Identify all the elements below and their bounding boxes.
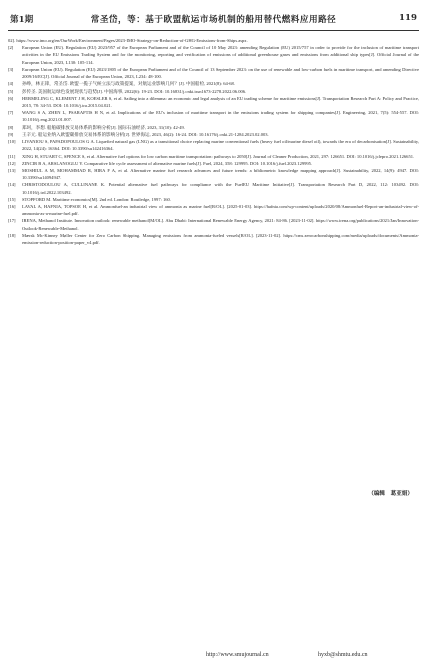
- reference-item: [8, 37, 419, 44]
- reference-text: LIVANIOU S, PAPADOPOULOS G A. Liquefied natural gas (LNG) as a transitional choice replacing marine conventional fuels (heavy fuel oil/marine diesel oil), towards the era of decarbonisation[J]. Sustainability, 2022, 14(24): 16364. DOI: 10.3390/su142416364.: [22, 139, 419, 152]
- reference-number: [18]: [8, 232, 16, 238]
- reference-text: IRENA, Methanol Institute. Innovation outlook: renewable methanol[M/OL]. Abu Dhabi: International Renewable Energy Agency, 2021: 84-86. [2023-11-02]. https://www.irena.org/publications/2021/Jan/Innovation-Outlook-Renewable-Methanol.: [22, 218, 419, 231]
- reference-item: [8, 153, 419, 160]
- journal-url: http://www.smujournal.cn: [206, 652, 269, 658]
- reference-text: Mærsk Mc-Kinney Møller Center for Zero Carbon Shipping. Managing emissions from ammonia-fueled vessels[R/OL]. [2023-11-02]. https://cms.zerocarbonshipping.com/media/uploads/documents/Ammonia-emission-reduction-position-paper_v4.pdf.: [22, 232, 419, 246]
- reference-item: [8, 138, 419, 152]
- reference-number: [17]: [8, 218, 16, 224]
- reference-item: [8, 131, 419, 138]
- reference-number: [13]: [8, 167, 16, 173]
- reference-number: [8]: [8, 124, 14, 130]
- page-number: 119: [399, 13, 417, 23]
- reference-number: [7]: [8, 110, 14, 116]
- reference-text: LAVAL A, HAFNIA, TOPSOE H, et al. Ammonfuel-an industrial view of ammonia as marine fuel[R/OL]. [2025-01-03]. https://hafnia.com/wp-content/uploads/2020/08/Ammonfuel-Report-an-industrial-view-of-ammonia-as-a-marine-fuel.pdf.: [22, 204, 419, 217]
- header-rule: [8, 30, 419, 31]
- reference-list: [8, 37, 419, 246]
- reference-number: [14]: [8, 182, 16, 188]
- reference-text: STOPFORD M. Maritime economics[M]. 2nd ed. London: Routledge, 1997: 160.: [22, 196, 171, 202]
- reference-number: [11]: [8, 153, 16, 159]
- reference-text: 孙峥，林正锋，常圣岱. 欧盟一揽子气候立法与政策提案，对航运业影响几何？[J]. 中国船检, 2021(8): 64-68.: [22, 81, 235, 87]
- reference-item: [8, 109, 419, 123]
- reference-text: WANG S A, ZHEN L, PSARAFTIS H N, et al. Implications of the EU's inclusion of maritime transport in the emissions trading system for shipping companies[J]. Engineering, 2021, 7(5): 554-557. DOI: 10.1016/j.eng.2021.01.007.: [22, 110, 419, 123]
- reference-item: [8, 196, 419, 203]
- journal-email: hyxb@shmtu.edu.cn: [318, 652, 368, 658]
- reference-text: European Union (EU). Regulation (EU) 2023/1805 of the European Parliament and of the Council of 13 September 2023: on the use of renewable and low-carbon fuels in maritime transport, and amending Directive 2009/16/EC[J]. Official Journal of the European Union, 2023, L234: 48-100.: [22, 66, 419, 80]
- running-title: 常圣岱，等：基于欧盟航运市场机制的船用替代燃料应用路径: [90, 15, 337, 25]
- reference-text: HERMELING C, KLEMENT J H, KOESLER S, et al. Sailing into a dilemma: an economic and legal analysis of an EU trading scheme for maritime emissions[J]. Transportation Research Part A: Policy and Practice, 2015, 78: 34-53. DOI: 10.1016/j.tra.2015.04.021.: [22, 95, 419, 108]
- reference-item: [8, 95, 419, 109]
- reference-number: [9]: [8, 131, 14, 137]
- reference-item: [8, 181, 419, 195]
- issue-label: 第1期: [10, 15, 34, 25]
- reference-item: [8, 203, 419, 217]
- reference-item: [8, 88, 419, 95]
- reference-number: [2]: [8, 45, 14, 51]
- reference-number: [4]: [8, 81, 14, 87]
- reference-text: 郑珂，李想. 船舶碳排放交易体系的影响分析[J]. 国际石油经济, 2023, 31(10): 42-49.: [22, 124, 185, 130]
- reference-number: [3]: [8, 66, 14, 72]
- reference-text: ZINCIR B A, ARSLANOGLU Y. Comparative life cycle assessment of alternative marine fuels[J]. Fuel, 2024, 358: 129995. DOI: 10.1016/j.fuel.2023.129995.: [22, 160, 313, 166]
- reference-text: MOSHIUL A M, MOHAMMAD R, HIRA F A, et al. Alternative marine fuel research advances and future trends: a bibliometric knowledge mapping approach[J]. Sustainability, 2022, 14(9): 4947. DOI: 10.3390/su14094947.: [22, 167, 419, 181]
- editor-note: （编辑 葛亚娟）: [368, 491, 413, 497]
- reference-number: [15]: [8, 196, 16, 202]
- reference-text: XING H, STUART C, SPENCE S, et al. Alternative fuel options for low carbon maritime transportation: pathways to 2050[J]. Journal of Cleaner Production, 2021, 297: 126651. DOI: 10.1016/j.jclepro.2021.126651.: [22, 153, 415, 159]
- reference-item: [8, 80, 419, 87]
- reference-text: CHRISTODOULOU A, CULLINANE K. Potential alternative fuel pathways for compliance with the FuelEU Maritime Initiative[J]. Transportation Research Part D, 2022, 112: 103492. DOI: 10.1016/j.trd.2022.103492.: [22, 182, 419, 195]
- reference-item: [8, 124, 419, 131]
- reference-number: [5]: [8, 88, 14, 94]
- running-header: [10, 13, 417, 27]
- reference-item: [8, 66, 419, 80]
- reference-item: [8, 44, 419, 66]
- reference-item: [8, 232, 419, 246]
- reference-text: European Union (EU). Regulation (EU) 2023/957 of the European Parliament and of the Council of 10 May 2023: amending Regulation (EU) 2015/757 in order to provide for the inclusion of maritime transport activities in the EU Emissions Trading System and for the monitoring, reporting and verification of emissions of additional greenhouse gases and emissions from additional ship types[J]. Official Journal of the European Union, 2023, L130: 105-114.: [22, 45, 419, 65]
- reference-text: 02]. https://www.imo.org/en/OurWork/Environment/Pages/2023-IMO-Strategy-on-Reduction-of-GHG-Emissions-from-Ships.aspx.: [8, 38, 248, 43]
- reference-number: [6]: [8, 95, 14, 101]
- reference-item: [8, 217, 419, 231]
- reference-text: 彭传圣. 美国航运绿色发展现状与趋势[J]. 中国海事, 2022(6): 19-23. DOI: 10.16831/j.cnki.issn1673-2278.2022.06.006.: [22, 88, 247, 94]
- reference-number: [12]: [8, 160, 16, 166]
- reference-number: [10]: [8, 139, 16, 145]
- reference-number: [16]: [8, 204, 16, 210]
- reference-item: [8, 167, 419, 181]
- reference-text: 王辛元. 船运业纳入欧盟碳排放交易体系的影响分析[J]. 世界海运, 2023, 46(2): 16-24. DOI: 10.16176/j.cnki.21-1284.2023.02.003.: [22, 131, 269, 137]
- reference-item: [8, 160, 419, 167]
